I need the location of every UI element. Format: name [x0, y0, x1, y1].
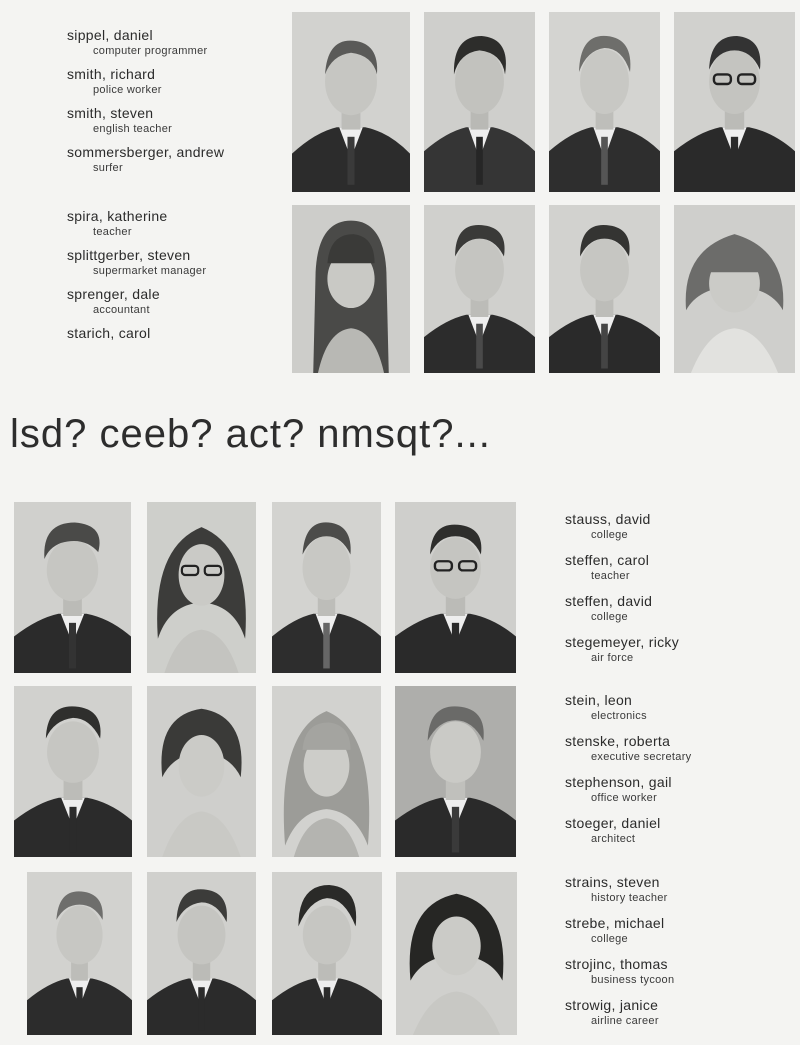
- student-entry: [565, 915, 674, 946]
- student-photo: [147, 872, 256, 1035]
- student-career: architect: [591, 833, 636, 845]
- student-entry: [565, 511, 679, 542]
- student-photo: [292, 12, 410, 192]
- name-list-bottom-3: [565, 874, 674, 1028]
- student-entry: [565, 733, 691, 764]
- student-name: stein, leon: [565, 692, 633, 708]
- student-career: supermarket manager: [93, 265, 207, 277]
- student-entry: [565, 997, 674, 1028]
- student-entry: [67, 325, 206, 342]
- student-name: strojinc, thomas: [565, 956, 668, 972]
- student-photo: [424, 205, 535, 373]
- student-name: sippel, daniel: [67, 27, 153, 43]
- student-name: splittgerber, steven: [67, 247, 191, 263]
- student-photo: [14, 686, 132, 857]
- student-name: strains, steven: [565, 874, 660, 890]
- student-career: office worker: [591, 792, 658, 804]
- student-photo: [272, 872, 382, 1035]
- student-entry: [565, 552, 679, 583]
- student-photo: [424, 12, 535, 192]
- student-name: stegemeyer, ricky: [565, 634, 680, 650]
- student-name: stenske, roberta: [565, 733, 671, 749]
- student-career: air force: [591, 652, 634, 664]
- student-career: executive secretary: [591, 751, 692, 763]
- student-entry: [565, 874, 674, 905]
- name-list-top-2: [67, 208, 206, 342]
- student-name: sommersberger, andrew: [67, 144, 225, 160]
- student-photo: [395, 686, 516, 857]
- student-name: stoeger, daniel: [565, 815, 661, 831]
- student-career: computer programmer: [93, 45, 208, 57]
- student-career: surfer: [93, 162, 123, 174]
- student-photo: [674, 205, 795, 373]
- student-photo: [272, 502, 381, 673]
- name-list-bottom-1: [565, 511, 679, 665]
- student-entry: [565, 634, 679, 665]
- student-entry: [67, 286, 206, 317]
- student-name: strebe, michael: [565, 915, 665, 931]
- student-photo: [292, 205, 410, 373]
- student-career: police worker: [93, 84, 162, 96]
- student-photo: [396, 872, 517, 1035]
- student-entry: [67, 105, 224, 136]
- student-photo: [14, 502, 131, 673]
- student-career: airline career: [591, 1015, 659, 1027]
- student-entry: [67, 27, 224, 58]
- student-name: smith, steven: [67, 105, 154, 121]
- student-photo: [395, 502, 516, 673]
- student-entry: [67, 247, 206, 278]
- student-photo: [147, 686, 256, 857]
- student-name: steffen, david: [565, 593, 653, 609]
- student-entry: [565, 956, 674, 987]
- student-career: electronics: [591, 710, 647, 722]
- student-name: smith, richard: [67, 66, 156, 82]
- student-career: college: [591, 933, 628, 945]
- student-photo: [272, 686, 381, 857]
- student-entry: [67, 144, 224, 175]
- student-name: sprenger, dale: [67, 286, 160, 302]
- student-career: college: [591, 611, 628, 623]
- student-career: teacher: [591, 570, 630, 582]
- name-list-bottom-2: [565, 692, 691, 846]
- student-entry: [565, 774, 691, 805]
- student-career: accountant: [93, 304, 150, 316]
- student-career: history teacher: [591, 892, 668, 904]
- student-career: business tycoon: [591, 974, 675, 986]
- student-career: english teacher: [93, 123, 173, 135]
- student-photo: [27, 872, 132, 1035]
- student-entry: [565, 815, 691, 846]
- student-career: teacher: [93, 226, 132, 238]
- page-headline: lsd? ceeb? act? nmsqt?...: [10, 412, 491, 456]
- student-name: stauss, david: [565, 511, 651, 527]
- student-career: college: [591, 529, 628, 541]
- student-entry: [67, 208, 206, 239]
- student-photo: [549, 205, 660, 373]
- name-list-top-1: [67, 27, 224, 175]
- student-photo: [147, 502, 256, 673]
- student-name: strowig, janice: [565, 997, 659, 1013]
- student-photo: [674, 12, 795, 192]
- student-name: steffen, carol: [565, 552, 650, 568]
- student-entry: [565, 692, 691, 723]
- student-name: spira, katherine: [67, 208, 168, 224]
- student-entry: [565, 593, 679, 624]
- student-name: stephenson, gail: [565, 774, 672, 790]
- student-entry: [67, 66, 224, 97]
- student-photo: [549, 12, 660, 192]
- student-name: starich, carol: [67, 325, 151, 341]
